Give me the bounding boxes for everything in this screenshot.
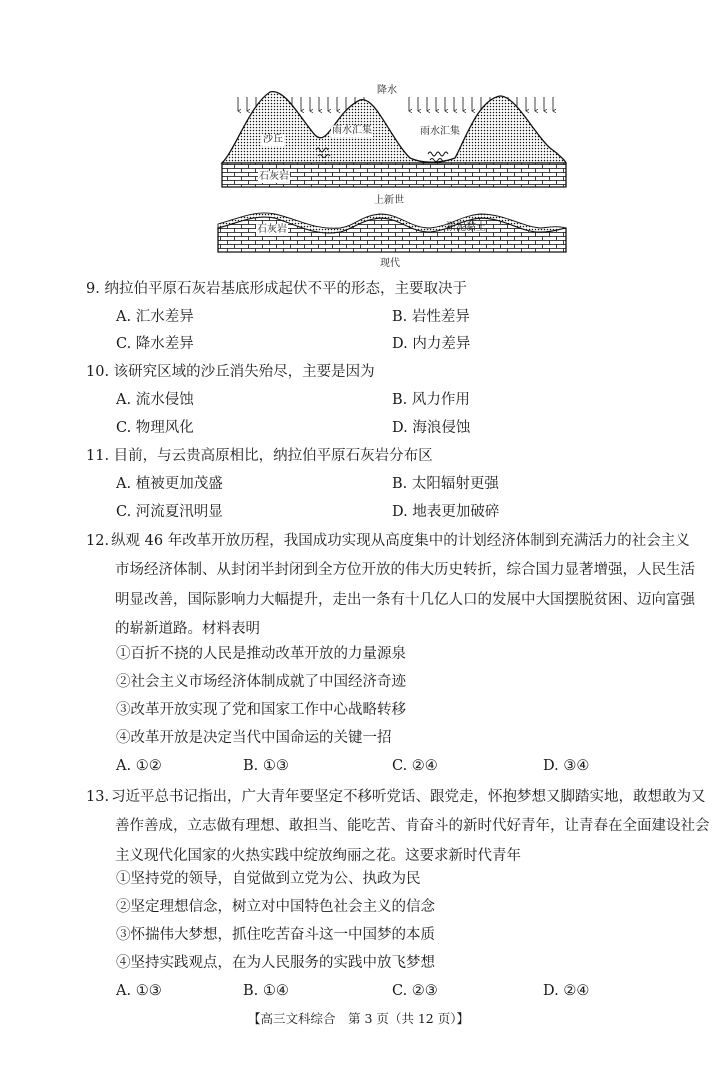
sand-dune-label: 沙丘 (263, 134, 283, 145)
q11-option-a: A. 植被更加茂盛 (116, 476, 223, 492)
q13-statement-2: ②坚定理想信念，树立对中国特色社会主义的信念 (116, 899, 435, 915)
q13-statement-4: ④坚持实践观点，在为人民服务的实践中放飞梦想 (116, 955, 435, 971)
question-13-stem (86, 783, 710, 871)
geology-figure (0, 0, 717, 275)
era-label-pliocene: 上新世 (374, 195, 404, 206)
sand-dune-profile (222, 92, 566, 163)
q12-stem-line-3: 明显改善，国际影响力大幅提升，走出一条有十几亿人口的发展中大国摆脱贫困、迈向富强 (115, 591, 695, 608)
limestone-label-top: 石灰岩 (259, 171, 289, 182)
q9-option-b: B. 岩性差异 (392, 309, 470, 325)
q13-line-1-text: 习近平总书记指出，广大青年要坚定不移听党话、跟党走，怀抱梦想又脚踏实地，敢想敢为又 (111, 789, 706, 805)
q12-number: 12. (86, 533, 110, 549)
q13-statement-3: ③怀揣伟大梦想，抓住吃苦奋斗这一中国梦的本质 (116, 927, 435, 943)
q9-option-d: D. 内力差异 (392, 336, 471, 352)
geology-diagram (0, 0, 717, 275)
q10-option-a: A. 流水侵蚀 (116, 392, 194, 408)
silt-clay-label: 淤泥黏土 (446, 222, 486, 233)
q9-option-a: A. 汇水差异 (116, 309, 194, 325)
q10-option-b: B. 风力作用 (392, 392, 470, 408)
question-9-stem: 9. 纳拉伯平原石灰岩基底形成起伏不平的形态，主要取决于 (86, 281, 467, 297)
precipitation-label: 降水 (377, 85, 397, 96)
q12-option-c: C. ②④ (392, 758, 438, 774)
q12-option-a: A. ①② (116, 758, 162, 774)
rainwater-confluence-label-2: 雨水汇集 (420, 126, 460, 137)
q10-option-c: C. 物理风化 (116, 420, 194, 436)
rainwater-confluence-label-1: 雨水汇集 (332, 125, 372, 136)
question-12-stem (86, 527, 706, 644)
era-label-modern: 现代 (380, 258, 400, 269)
q11-option-c: C. 河流夏汛明显 (116, 504, 223, 520)
q12-statement-3: ③改革开放实现了党和国家工作中心战略转移 (116, 702, 406, 718)
q10-option-d: D. 海浪侵蚀 (392, 420, 471, 436)
limestone-label-bottom: 石灰岩 (257, 224, 287, 235)
q11-option-d: D. 地表更加破碎 (392, 504, 500, 520)
q12-stem-line-1 (86, 527, 706, 556)
q12-statement-4: ④改革开放是决定当代中国命运的关键一招 (116, 730, 392, 746)
q13-statement-1: ①坚持党的领导，自觉做到立党为公、执政为民 (116, 871, 421, 887)
q12-stem-line-2: 市场经济体制、从封闭半封闭到全方位开放的伟大历史转折，综合国力显著增强，人民生活 (115, 562, 695, 579)
question-10-stem: 10. 该研究区域的沙丘消失殆尽，主要是因为 (86, 364, 375, 380)
q9-option-c: C. 降水差异 (116, 336, 194, 352)
q11-option-b: B. 太阳辐射更强 (392, 476, 499, 492)
q13-stem-line-1 (86, 783, 706, 812)
q12-option-b: B. ①③ (243, 758, 289, 774)
q12-statement-2: ②社会主义市场经济体制成就了中国经济奇迹 (116, 674, 406, 690)
q13-option-c: C. ②③ (392, 983, 438, 999)
question-11-stem: 11. 目前，与云贵高原相比，纳拉伯平原石灰岩分布区 (86, 448, 433, 464)
q13-option-b: B. ①④ (243, 983, 289, 999)
q13-number: 13. (86, 789, 110, 805)
q12-stem-line-4: 的崭新道路。材料表明 (115, 620, 260, 637)
q13-option-d: D. ②④ (543, 983, 590, 999)
page-footer: 【高三文科综合 第 3 页（共 12 页）】 (247, 1011, 469, 1026)
q13-option-a: A. ①③ (116, 983, 162, 999)
q13-stem-line-2: 善作善成，立志做有理想、敢担当、能吃苦、肯奋斗的新时代好青年，让青春在全面建设社会 (115, 818, 710, 835)
q13-stem-line-3: 主义现代化国家的火热实践中绽放绚丽之花。这要求新时代青年 (115, 847, 521, 864)
q12-option-d: D. ③④ (543, 758, 590, 774)
q12-statement-1: ①百折不挠的人民是推动改革开放的力量源泉 (116, 646, 406, 662)
q12-line-1-text: 纵观 46 年改革开放历程，我国成功实现从高度集中的计划经济体制到充满活力的社会主义 (111, 533, 690, 549)
